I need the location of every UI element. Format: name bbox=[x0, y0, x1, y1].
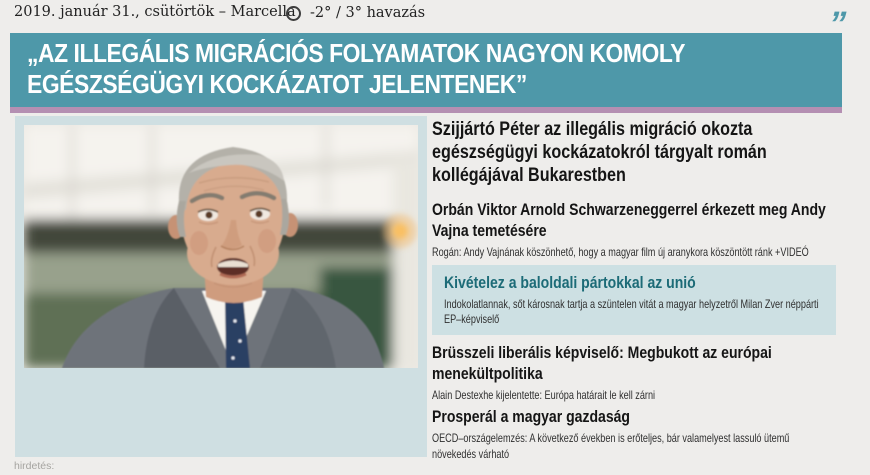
purple-divider-stripe bbox=[10, 107, 842, 113]
date-nameday-label: 2019. január 31., csütörtök – Marcella bbox=[14, 4, 296, 20]
lead-headline-title[interactable]: „AZ ILLEGÁLIS MIGRÁCIÓS FOLYAMATOK NAGYON KOMOLY EGÉSZSÉGÜGYI KOCKÁZATOT JELENTENEK” bbox=[27, 38, 685, 99]
article-subtitle[interactable]: Alain Destexhe kijelentette: Európa határait le kell zárni bbox=[432, 387, 656, 402]
article-subtitle[interactable]: Rogán: Andy Vajnának köszönhető, hogy a magyar film új aranykora köszöntött ránk +VIDEÓ bbox=[432, 245, 809, 259]
quote-ornament-icon: ” bbox=[824, 5, 851, 43]
article-lead-text[interactable] bbox=[432, 118, 836, 187]
weather-temperature-label: -2° / 3° havazás bbox=[310, 5, 426, 21]
lead-photo[interactable] bbox=[24, 125, 418, 368]
article-title[interactable]: Szijjártó Péter az illegális migráció okozta egészségügyi kockázatokról tárgyalt román kollégájával Bukarestben bbox=[432, 119, 767, 186]
ad-section-label: hirdetés: bbox=[14, 460, 55, 472]
weather-widget[interactable] bbox=[286, 4, 425, 22]
article-title[interactable]: Kivételez a baloldali pártokkal az unió bbox=[444, 273, 696, 292]
article-title[interactable]: Prosperál a magyar gazdaság bbox=[432, 408, 631, 426]
article-list bbox=[432, 118, 836, 462]
article-highlighted-unio[interactable] bbox=[432, 265, 836, 335]
article-subtitle[interactable]: Indokolatlannak, sőt károsnak tartja a szüntelen vitát a magyar helyzetről Milan Zver néppárti EP–képviselő bbox=[444, 296, 819, 326]
weather-condition-icon bbox=[286, 6, 301, 21]
article-title[interactable]: Orbán Viktor Arnold Schwarzeneggerrel érkezett meg Andy Vajna temetésére bbox=[432, 201, 826, 240]
article-gazdasag[interactable] bbox=[432, 407, 836, 462]
article-subtitle[interactable]: OECD–országelemzés: A következő években is erőteljes, bár valamelyest lassuló ütemű növekedés várható bbox=[432, 431, 790, 461]
article-brusszel[interactable] bbox=[432, 343, 836, 404]
article-title[interactable]: Brüsszeli liberális képviselő: Megbukott az európai menekültpolitika bbox=[432, 343, 772, 383]
article-orban-vajna[interactable] bbox=[432, 200, 836, 261]
lead-article-photo-card[interactable] bbox=[15, 116, 427, 457]
